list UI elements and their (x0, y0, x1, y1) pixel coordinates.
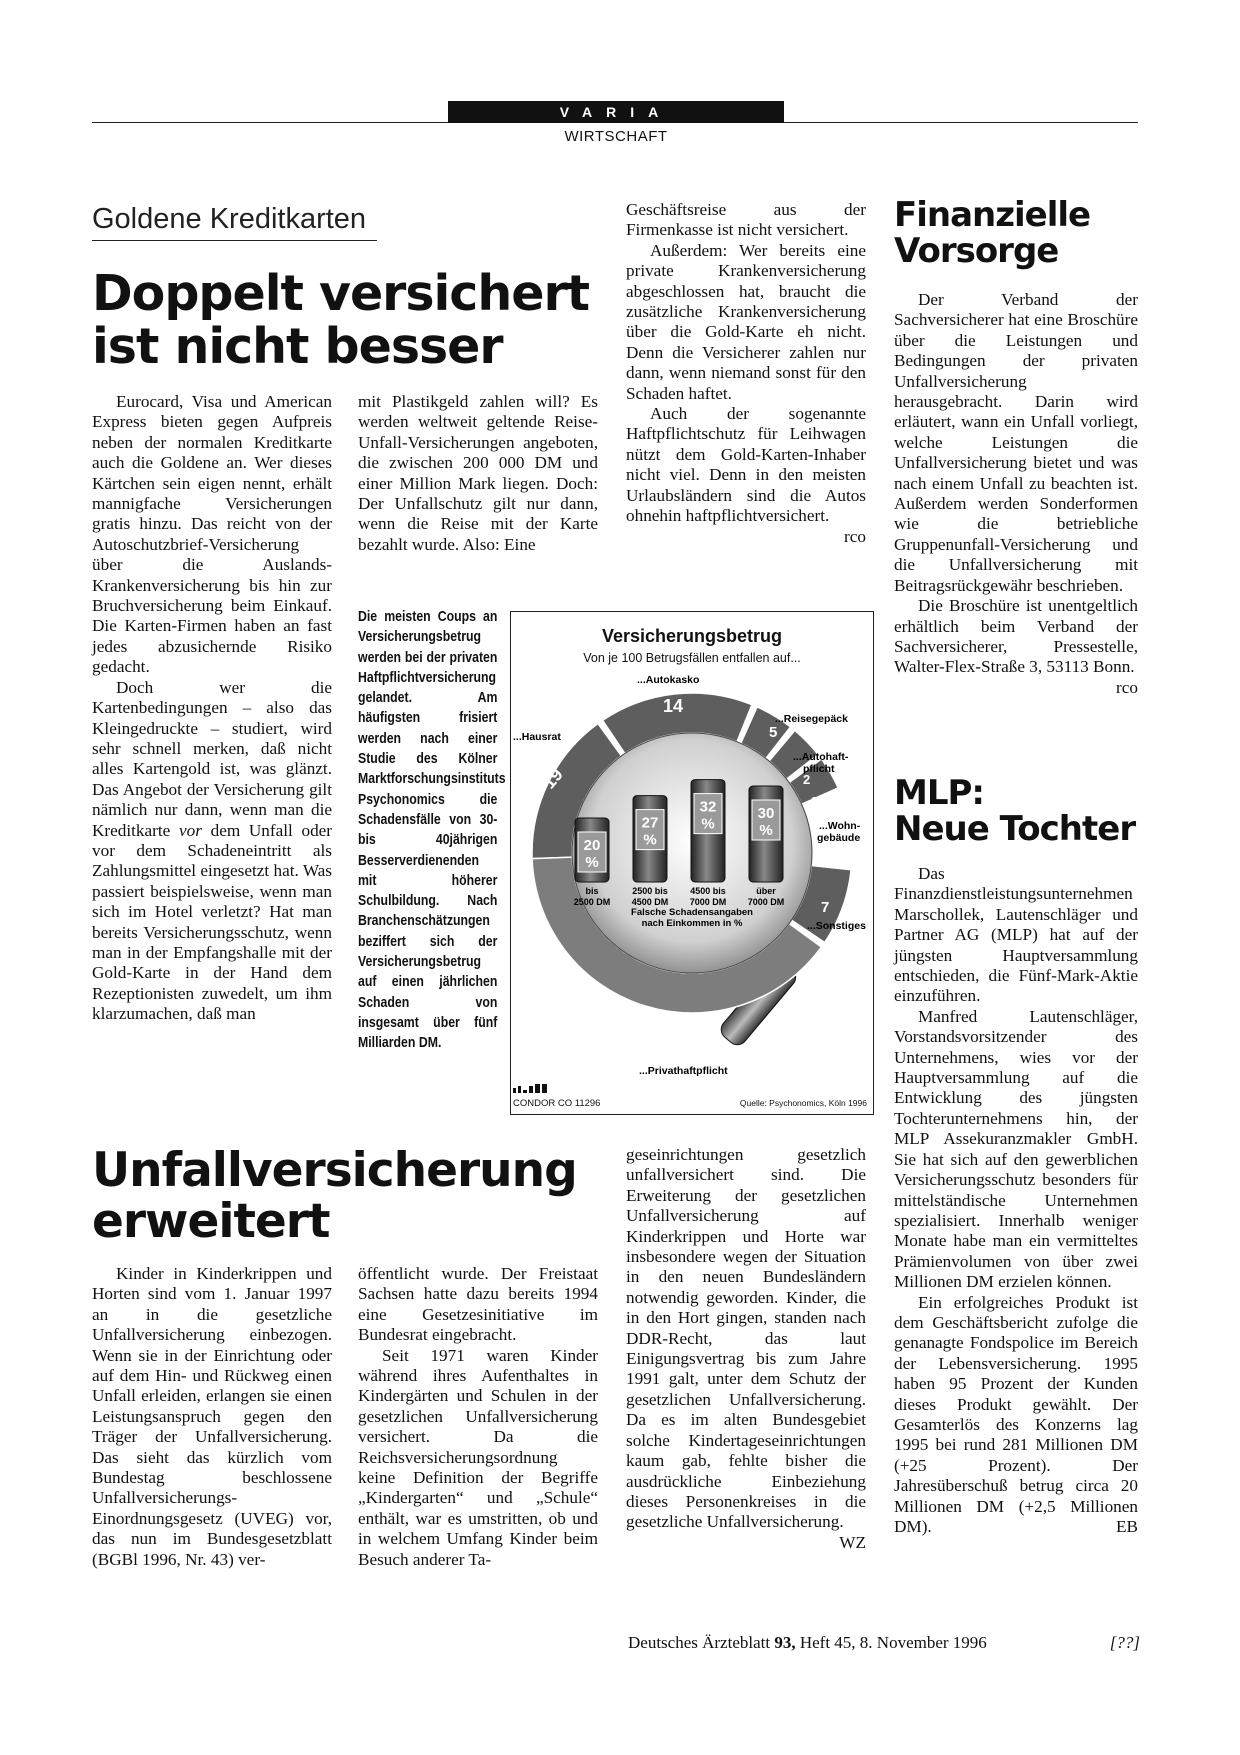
label-hausrat: ...Hausrat (513, 731, 561, 743)
article1-column1 (92, 392, 332, 1025)
income-bar-value: 27 (641, 814, 659, 832)
paragraph: Das Finanzdienstleistungsunternehmen Marschollek, Lautenschläger und Partner AG (MLP) hat auf der jüngsten Hauptversammlung entschieden, die Fünf-Mark-Aktie einzuführen. (894, 864, 1138, 1006)
label-autokasko: ...Autokasko (637, 674, 700, 686)
sidebar2-headline (894, 773, 1144, 849)
author-signature: rco (1116, 677, 1138, 697)
graphic-svg (511, 612, 873, 1114)
author-signature: WZ (839, 1532, 866, 1552)
paragraph: Manfred Lautenschläger, Vorstandsvorsitzender des Unternehmens, wies vor der Hauptversammlung auf die Entwicklung des jüngsten Tochterunternehmens hin, der MLP Assekuranzmakler GmbH. Sie hat sich auf den gewerblichen Versicherungsschutz besonders für mittelständische Unternehmen spezialisiert. Innerhalb weniger Monate habe man ein vermitteltes Prämienvolumen von über zwei Millionen DM erzielen können. (894, 1006, 1138, 1292)
article2-headline-line1: Unfallversicherung (92, 1143, 577, 1198)
label-wohngebaeude-1: ...Wohn- (819, 820, 861, 832)
journal-volume: 93, (774, 1633, 796, 1652)
label-autohaftpflicht-1: ...Autohaft- (793, 751, 849, 763)
income-bar-label: 4500 DM (631, 897, 669, 907)
condor-logo (513, 1084, 547, 1093)
article1-column3 (626, 200, 866, 547)
value-privathaftpflicht: 51 (673, 1030, 694, 1050)
page-number: [??] (1109, 1633, 1140, 1652)
sidebar1-headline (894, 195, 1144, 271)
paragraph: Eurocard, Visa und American Express bieten gegen Aufpreis neben der normalen Kreditkarte auch die Goldene an. Wer dieses Kärtchen sein eigen nennt, erhält mannigfache Versicherungen gratis hinzu. Das reicht von der Autoschutzbrief-Versicherung über die Auslands-Krankenversicherung bis hin zur Bruchversicherung beim Einkauf. Die Karten-Firmen haben an fast jedes abzusichernde Risiko gedacht. (92, 392, 332, 677)
income-bar-unit: % (585, 854, 599, 871)
graphic-subtitle: Von je 100 Betrugsfällen entfallen auf... (583, 651, 801, 665)
label-autohaftpflicht-2: pflicht (803, 763, 835, 775)
income-bar-unit: % (701, 815, 715, 833)
article2-column3 (626, 1145, 866, 1553)
paragraph: mit Plastikgeld zahlen will? Es werden weltweit geltende Reise-Unfall-Versicherungen angeboten, die zwischen 200 000 DM und einer Million Mark liegen. Doch: Der Unfallschutz gilt nur dann, wenn die Reise mit der Karte bezahlt wurde. Also: Eine (358, 392, 598, 554)
paragraph: Die Broschüre ist unentgeltlich erhältlich beim Verband der Sachversicherer, Pressestelle, Walter-Flex-Straße 3, 53113 Bonn. rco (894, 596, 1138, 697)
paragraph: Doch wer die Kartenbedingungen – also das Kleingedruckte – studiert, wird sehr schnell merken, daß nicht alles Kartengold ist, was glänzt. Das Angebot der Versicherung gilt nämlich nur dann, wenn man die Kreditkarte vor dem Unfall oder vor dem Schadeneintritt als Zahlungsmittel eingesetzt hat. Was passiert beispielsweise, wenn man sich im Hotel verletzt? Hat man bereits Versicherungsschutz, wenn man in der Empfangshalle mit der Gold-Karte in der Hand dem Rezeptionisten zuwedelt, um ihm klarzumachen, daß man (92, 677, 333, 1024)
graphic-source: Quelle: Psychonomics, Köln 1996 (739, 1098, 867, 1108)
value-sonstiges: 7 (821, 899, 830, 916)
article2-column1 (92, 1264, 332, 1570)
journal-issue: Heft 45, 8. November 1996 (799, 1633, 987, 1652)
paragraph: öffentlicht wurde. Der Freistaat Sachsen hatte dazu bereits 1994 eine Gesetzesinitiative im Bundesrat eingebracht. (358, 1264, 598, 1345)
income-bar-value: 30 (757, 805, 775, 822)
value-reisegepaeck: 5 (769, 724, 778, 741)
label-wohngebaeude-2: gebäude (817, 832, 861, 844)
paragraph: Der Verband der Sachversicherer hat eine Broschüre über die Leistungen und Bedingungen der privaten Unfallversicherung herausgebracht. Darin wird erläutert, wann ein Unfall vorliegt, welche Leistungen die Unfallversicherung bietet und was nach einem Unfall zu beachten ist. Außerdem werden Sonderformen wie die betriebliche Gruppenunfall-Versicherung und die Unfallversicherung mit Beitragsrückgewähr beschrieben. (894, 290, 1138, 595)
article1-headline-line2: ist nicht besser (92, 317, 503, 375)
income-bar-label: bis (585, 886, 599, 896)
subsection-label: WIRTSCHAFT (564, 128, 668, 145)
paragraph: Ein erfolgreiches Produkt ist dem Geschäftsbericht zufolge die genanagte Fondspolice im Bereich der Lebensversicherung. 1995 haben 95 Prozent der Kunden dieses Produkt gewählt. Der Gesamterlös des Konzerns lag 1995 bei rund 281 Millionen DM (+25 Prozent). Der Jahresüberschuß betrug circa 20 Millionen DM (+2,5 Millionen DM). EB (894, 1292, 1138, 1536)
income-bar-label: über (756, 886, 776, 896)
sidebar2-headline-line2: Neue Tochter (894, 808, 1136, 849)
paragraph: Seit 1971 waren Kinder während ihres Aufenthaltes in Kindergärten und Schulen in der gesetzlichen Unfallversicherung versichert. Da die Reichsversicherungsordnung keine Definition der Begriffe „Kindergarten“ und „Schule“ enthält, war es umstritten, ob und in welchem Umfang Kinder beim Besuch anderer Ta- (358, 1345, 598, 1569)
article2-headline-line2: erweitert (92, 1193, 330, 1249)
journal-name: Deutsches Ärzteblatt (628, 1633, 771, 1652)
insurance-fraud-graphic (510, 611, 874, 1115)
article1-headline (92, 265, 592, 375)
income-bar-value: 20 (583, 837, 601, 854)
income-bar-unit: % (643, 831, 657, 849)
article2-headline (92, 1143, 612, 1249)
paragraph: Außerdem: Wer bereits eine private Krankenversicherung abgeschlossen hat, braucht die zusätzliche Krankenversicherung über die Gold-Karte eh nicht. Denn die Versicherer zahlen nur dann, wenn niemand sonst für den Schaden haftet. (626, 240, 866, 403)
income-bar-label: 7000 DM (747, 897, 785, 907)
article1-kicker: Goldene Kreditkarten (92, 203, 377, 241)
article2-column2 (358, 1264, 598, 1570)
graphic-credit: CONDOR CO 11296 (513, 1098, 601, 1109)
article1-headline-line1: Doppelt versichert (92, 265, 590, 322)
article1-column2 (358, 392, 598, 555)
label-sonstiges: ...Sonstiges (807, 920, 866, 932)
paragraph: Geschäftsreise aus der Firmenkasse ist nicht versichert. (626, 200, 866, 240)
sidebar1-headline-line1: Finanzielle (894, 195, 1091, 235)
value-hausrat: 19 (538, 764, 567, 793)
label-reisegepaeck: ...Reisegepäck (775, 713, 848, 725)
graphic-caption: Die meisten Coups an Versicherungsbetrug werden bei der privaten Haftpflichtversicherung gelandet. Am häufigsten frisiert werden nach einer Studie des Kölner Marktforschungsinstituts Psychonomics die Schadensfälle von 30- bis 40jährigen Besserverdienenden mit höherer Schulbildung. Nach Branchenschätzungen beziffert sich der Versicherungsbetrug auf einen jährlichen Schaden von insgesamt über fünf Milliarden DM. (358, 608, 506, 1052)
label-privathaftpflicht: ...Privathaftpflicht (639, 1065, 728, 1077)
author-signature: rco (844, 526, 866, 546)
author-signature: EB (1116, 1517, 1138, 1536)
income-bar-label: 2500 bis (632, 886, 668, 896)
value-autokasko: 14 (663, 696, 684, 716)
page-footer (628, 1633, 1140, 1653)
sidebar1-body (894, 290, 1138, 698)
value-wohngebaeude: 2 (811, 794, 819, 809)
inner-caption-line1: Falsche Schadensangaben (631, 907, 753, 918)
income-bar-value: 32 (699, 798, 717, 816)
income-bar-unit: % (759, 822, 773, 839)
sidebar2-body (894, 864, 1138, 1537)
paragraph: Kinder in Kinderkrippen und Horten sind vom 1. Januar 1997 an in die gesetzliche Unfallversicherung einbezogen. Wenn sie in der Einrichtung oder auf dem Hin- und Rückweg einen Unfall erleiden, erlangen sie einen Leistungsanspruch gegen den Träger der Unfallversicherung. Das sieht das kürzlich vom Bundestag beschlossene Unfallversicherungs-Einordnungsgesetz (UVEG) vor, das nun im Bundesgesetzblatt (BGBl 1996, Nr. 43) ver- (92, 1264, 332, 1569)
paragraph: geseinrichtungen gesetzlich unfallversichert sind. Die Erweiterung der gesetzlichen Unfallversicherung auf Kinderkrippen und Horte war insbesondere wegen der Situation in den neuen Bundesländern notwendig geworden. Kinder, die in den Hort gingen, standen nach DDR-Recht, das laut Einigungsvertrag bis zum Jahre 1991 galt, unter dem Schutz der gesetzlichen Unfallversicherung. Da es im alten Bundesgebiet solche Kindertageseinrichtungen kaum gab, fehlte bisher die ausdrückliche Einbeziehung dieses Personenkreises in die gesetzliche Unfallversicherung. WZ (626, 1145, 866, 1552)
paragraph: Auch der sogenannte Haftpflichtschutz für Leihwagen nützt dem Gold-Karten-Inhaber nicht viel. Denn in den meisten Urlaubsländern sind die Autos ohnehin haftpflichtversichert. rco (626, 404, 866, 546)
income-bar-label: 2500 DM (573, 897, 611, 907)
sidebar2-headline-line1: MLP: (894, 773, 985, 813)
sidebar1-headline-line2: Vorsorge (894, 230, 1059, 271)
income-bar-label: 4500 bis (690, 886, 726, 896)
value-autohaftpflicht: 2 (803, 772, 811, 787)
inner-caption-line2: nach Einkommen in % (641, 918, 743, 929)
income-bar-label: 7000 DM (689, 897, 727, 907)
section-bar: VARIA (448, 101, 784, 123)
graphic-title: Versicherungsbetrug (601, 626, 783, 646)
